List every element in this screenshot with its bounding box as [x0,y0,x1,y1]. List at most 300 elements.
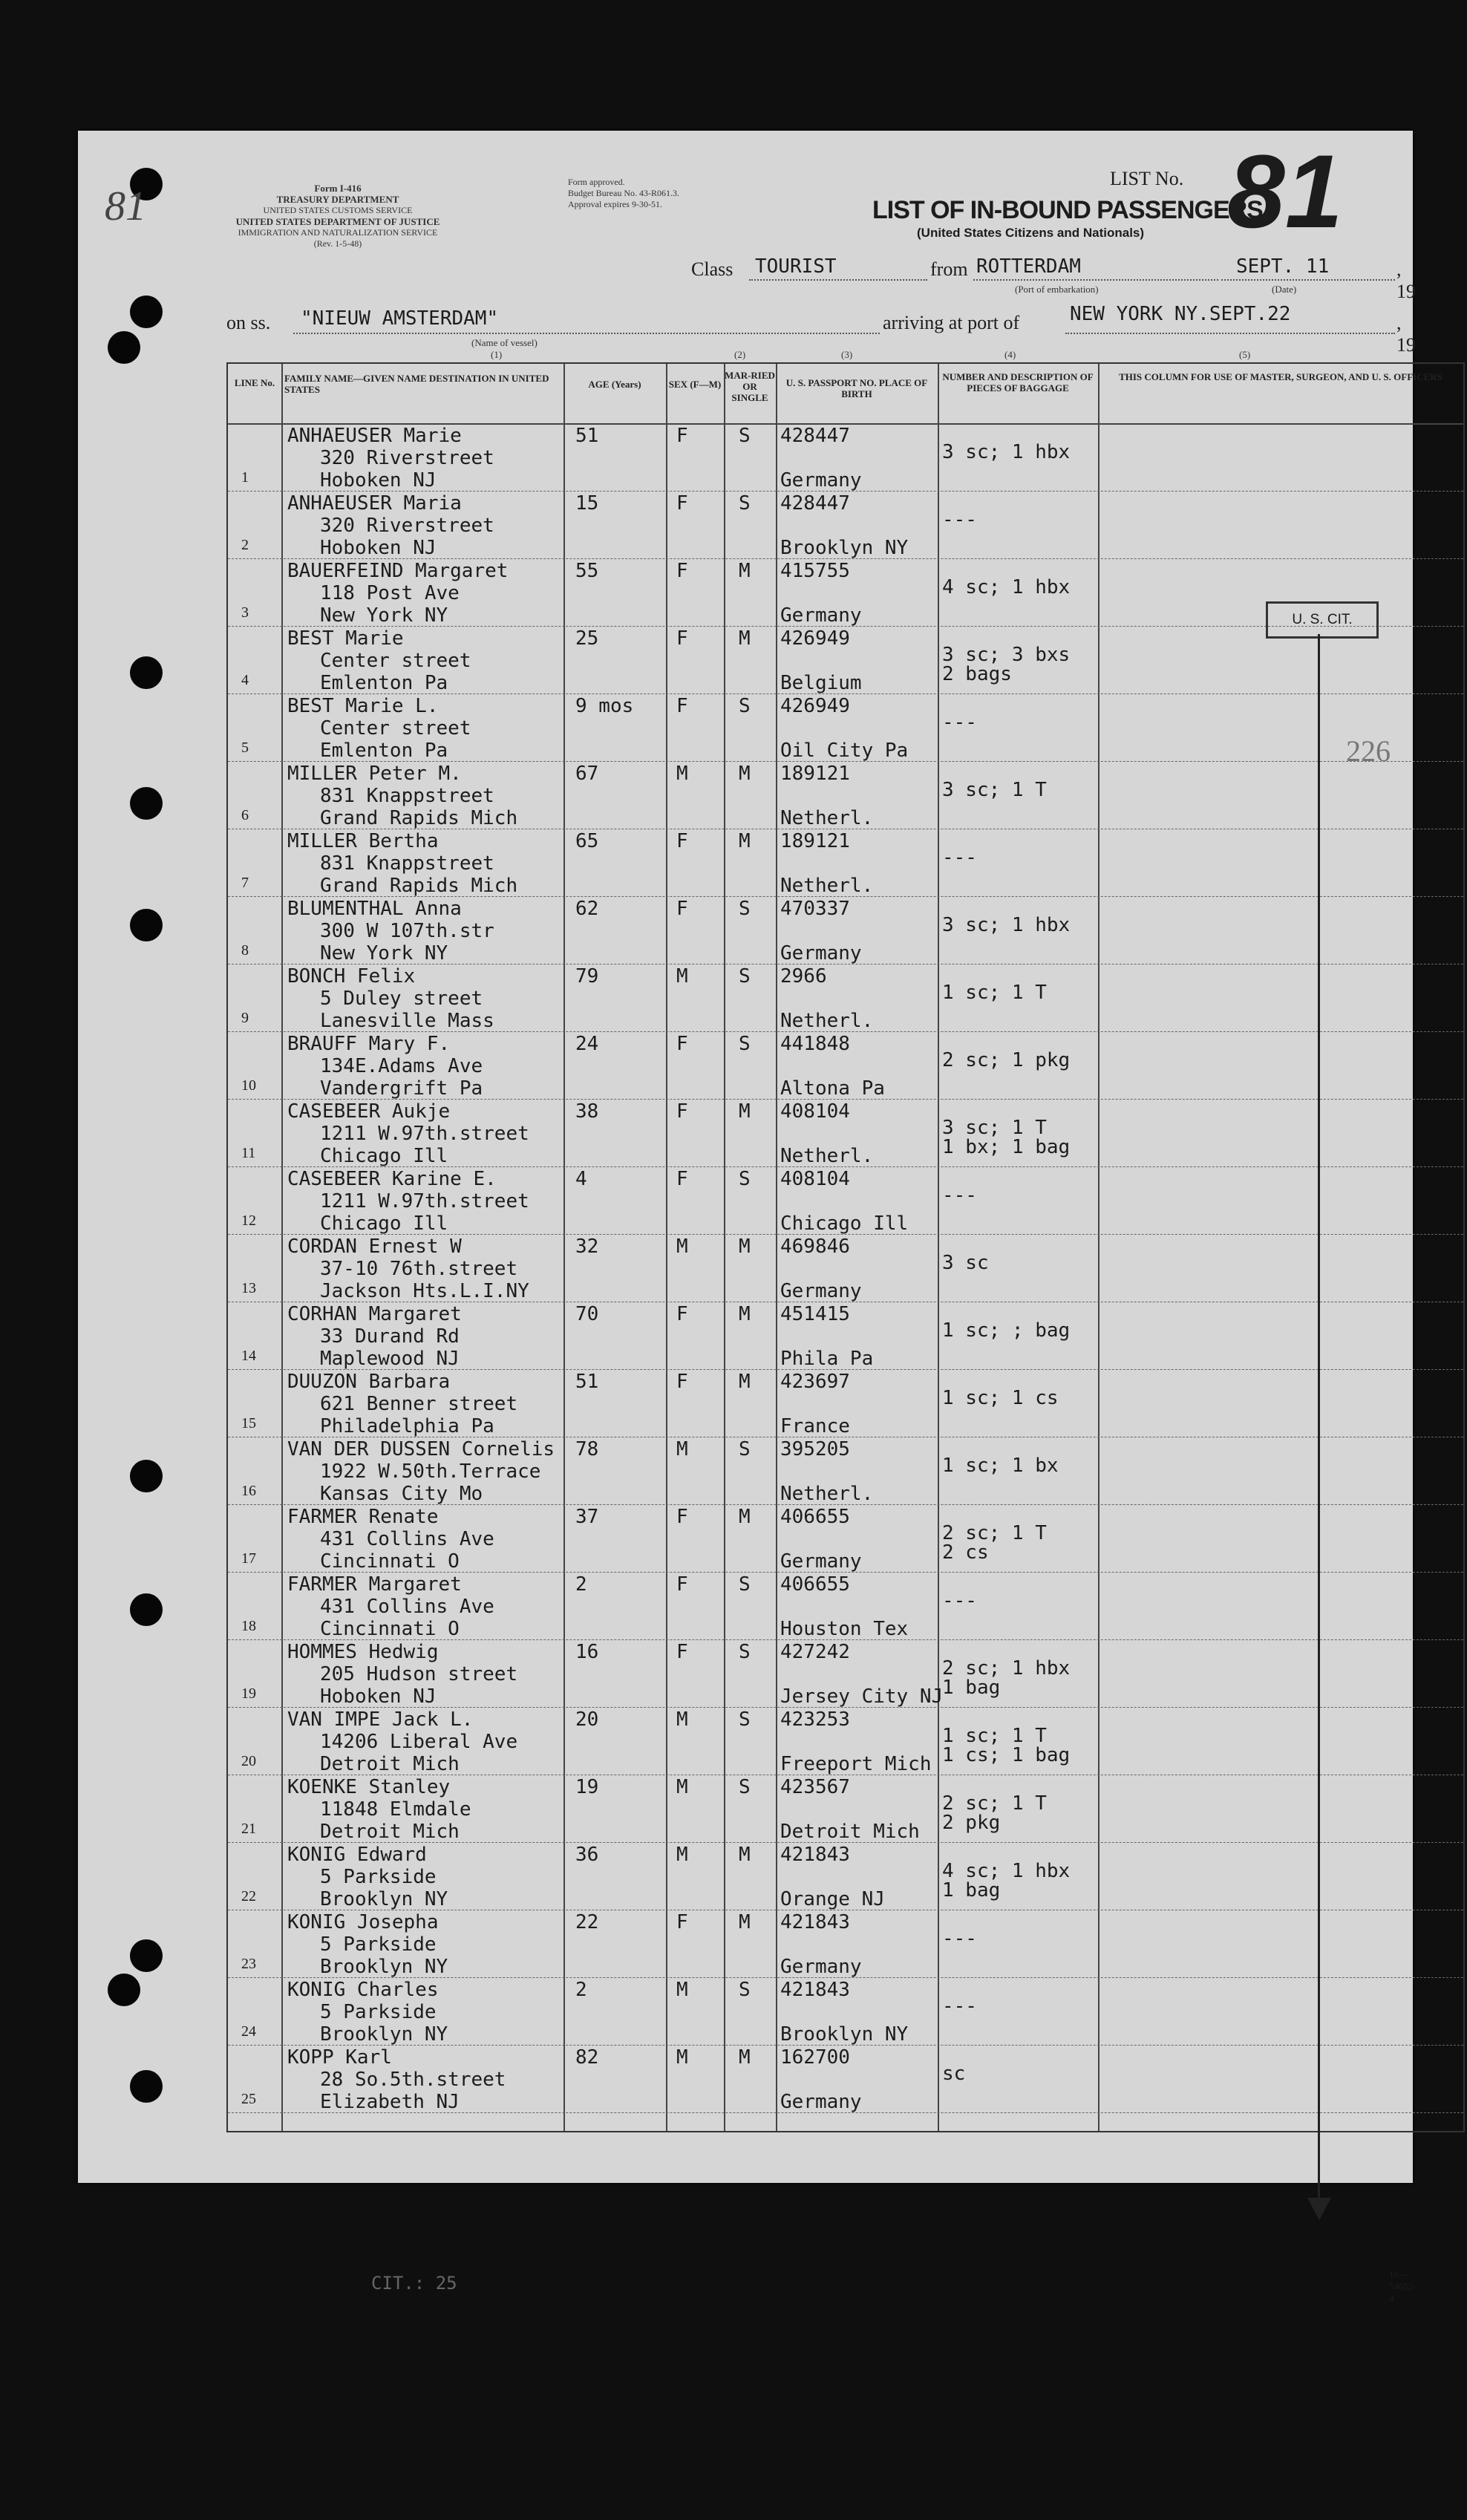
passport-number: 162700 [780,2046,850,2069]
sex-cell: F [676,425,688,447]
table-row [228,491,1463,558]
passport-number: 470337 [780,898,850,920]
line-number: 16 [241,1483,256,1499]
list-number: 81 [1227,133,1343,249]
birthplace: Germany [780,1550,862,1573]
address-city: Vandergrift Pa [320,1077,483,1100]
birthplace: Netherl. [780,875,874,897]
sex-cell: F [676,627,688,650]
table-row [228,1910,1463,1977]
marital-cell: S [739,695,751,717]
baggage-line: 2 cs [942,1541,989,1564]
class-value: TOURIST [755,255,837,278]
baggage-line: --- [942,711,977,734]
address-street: 320 Riverstreet [320,447,494,469]
address-street: 118 Post Ave [320,582,460,604]
passport-number: 423253 [780,1708,850,1731]
passenger-name: BEST Marie L. [287,695,439,717]
address-street: 37-10 76th.street [320,1258,518,1280]
address-street: 14206 Liberal Ave [320,1731,518,1753]
line-number: 8 [241,942,249,959]
passenger-name: DUUZON Barbara [287,1371,451,1393]
manifest-page [78,131,1443,2304]
address-street: 431 Collins Ave [320,1596,494,1618]
passenger-name: MILLER Peter M. [287,763,462,785]
baggage-line: 2 sc; 1 T [942,1792,1047,1815]
sex-cell: F [676,830,688,852]
line-number: 21 [241,1821,256,1837]
passenger-name: BEST Marie [287,627,404,650]
address-street: Center street [320,650,471,672]
birthplace: Oil City Pa [780,740,909,762]
marital-cell: M [739,1235,751,1258]
citizen-count: CIT.: 25 [371,2273,457,2294]
age-cell: 36 [575,1844,599,1866]
birthplace: Netherl. [780,807,874,829]
age-cell: 24 [575,1033,599,1055]
approval-line: Budget Bureau No. 43-R061.3. [568,188,679,198]
from-port: ROTTERDAM [976,255,1081,278]
year-label: , 19 [1396,258,1416,302]
baggage-line: 2 pkg [942,1812,1001,1834]
age-cell: 20 [575,1708,599,1731]
passenger-name: VAN IMPE Jack L. [287,1708,474,1731]
address-street: 1211 W.97th.street [320,1190,529,1212]
col-header-office: THIS COLUMN FOR USE OF MASTER, SURGEON, AND U. S. OFFICERS [1119,371,1443,382]
punch-hole [130,787,163,820]
address-city: Emlenton Pa [320,740,448,762]
year-label: , 19 [1396,312,1416,356]
continuation-arrow [1318,634,1320,2208]
line-number: 12 [241,1212,256,1229]
col-header-married: MAR-RIED OR SINGLE [725,370,775,403]
line-number: 14 [241,1348,256,1364]
baggage-line: 1 cs; 1 bag [942,1744,1071,1766]
line-number: 2 [241,537,249,553]
sex-cell: F [676,1911,688,1933]
line-number: 23 [241,1956,256,1972]
punch-hole [130,1460,163,1492]
address-city: Philadelphia Pa [320,1415,494,1437]
passenger-name: CORHAN Margaret [287,1303,462,1325]
address-street: 320 Riverstreet [320,515,494,537]
col-header-name: FAMILY NAME—GIVEN NAME DESTINATION IN UNITED STATES [284,373,549,395]
address-city: Chicago Ill [320,1212,448,1235]
table-row [228,1234,1463,1302]
address-street: 33 Durand Rd [320,1325,460,1348]
row-divider [228,2112,1463,2113]
form-number: Form I-416 [314,183,362,194]
passport-number: 406655 [780,1573,850,1596]
marital-cell: M [739,627,751,650]
column-number: (1) [491,349,503,360]
marital-cell: S [739,425,751,447]
passport-number: 427242 [780,1641,850,1663]
punch-hole [130,296,163,328]
pencil-annotation: 226 [1346,734,1391,768]
line-number: 4 [241,672,249,688]
marital-cell: M [739,1100,751,1123]
arriving-label: arriving at port of [883,312,1020,333]
age-cell: 19 [575,1776,599,1798]
sex-cell: M [676,2046,688,2069]
age-cell: 37 [575,1506,599,1528]
age-cell: 78 [575,1438,599,1460]
address-city: Maplewood NJ [320,1348,460,1370]
sex-cell: M [676,1708,688,1731]
passenger-name: BAUERFEIND Margaret [287,560,509,582]
table-row [228,423,1463,491]
date-note: (Date) [1272,284,1297,295]
address-city: Cincinnati O [320,1618,460,1640]
address-city: Grand Rapids Mich [320,807,518,829]
margin-handwritten-number: 81 [105,183,146,229]
vessel-label: on ss. [226,312,271,333]
marital-cell: S [739,1979,751,2001]
birthplace: Detroit Mich [780,1821,920,1843]
baggage-line: 3 sc; 3 bxs [942,644,1071,666]
class-label: Class [691,258,734,280]
table-row [228,1504,1463,1572]
col-header-passport: U. S. PASSPORT NO. PLACE OF BIRTH [785,377,928,399]
age-cell: 25 [575,627,599,650]
age-cell: 55 [575,560,599,582]
column-number: (5) [1239,349,1251,360]
baggage-line: --- [942,1995,977,2017]
baggage-line: 1 sc; 1 T [942,1725,1047,1747]
punch-hole [130,656,163,689]
sex-cell: F [676,1506,688,1528]
table-row [228,1977,1463,2045]
column-number: (3) [841,349,853,360]
passenger-name: HOMMES Hedwig [287,1641,439,1663]
sex-cell: F [676,1573,688,1596]
marital-cell: M [739,1911,751,1933]
sex-cell: F [676,1303,688,1325]
baggage-line: 1 bag [942,1879,1001,1902]
arrival-port-date: NEW YORK NY.SEPT.22 [1070,303,1291,325]
birthplace: Houston Tex [780,1618,909,1640]
sex-cell: F [676,1641,688,1663]
marital-cell: S [739,1776,751,1798]
address-street: 28 So.5th.street [320,2069,506,2091]
sex-cell: F [676,1371,688,1393]
arrow-head-icon [1307,2198,1331,2220]
agency-header [226,183,449,249]
age-cell: 51 [575,1371,599,1393]
passenger-name: BLUMENTHAL Anna [287,898,462,920]
address-city: Detroit Mich [320,1753,460,1775]
punch-hole [130,1939,163,1972]
immigration-label: IMMIGRATION AND NATURALIZATION SERVICE [238,227,438,238]
col-header-sex: SEX (F—M) [668,379,722,390]
col-header-baggage: NUMBER AND DESCRIPTION OF PIECES OF BAGGAGE [942,371,1094,394]
column-number: (2) [734,349,746,360]
class-row [691,258,733,281]
line-number: 11 [241,1145,256,1161]
age-cell: 22 [575,1911,599,1933]
marital-cell: S [739,1438,751,1460]
marital-cell: M [739,2046,751,2069]
baggage-line: 2 sc; 1 hbx [942,1657,1071,1680]
age-cell: 2 [575,1573,587,1596]
form-approval [568,177,679,210]
table-row [228,1639,1463,1707]
passport-number: 395205 [780,1438,850,1460]
birthplace: Germany [780,942,862,964]
address-city: Hoboken NJ [320,1685,437,1708]
age-cell: 70 [575,1303,599,1325]
age-cell: 82 [575,2046,599,2069]
passenger-name: BRAUFF Mary F. [287,1033,451,1055]
birthplace: France [780,1415,850,1437]
marital-cell: S [739,1033,751,1055]
baggage-line: --- [942,1927,977,1950]
table-row [228,1302,1463,1369]
marital-cell: M [739,763,751,785]
birthplace: Orange NJ [780,1888,885,1910]
baggage-line: 1 sc; 1 T [942,982,1047,1004]
line-number: 5 [241,740,249,756]
table-row [228,1031,1463,1099]
table-row [228,896,1463,964]
sex-cell: M [676,1235,688,1258]
passport-number: 406655 [780,1506,850,1528]
sex-cell: M [676,1844,688,1866]
punch-hole [130,2070,163,2103]
table-row [228,2045,1463,2112]
passport-number: 451415 [780,1303,850,1325]
address-city: Kansas City Mo [320,1483,483,1505]
birthplace: Germany [780,469,862,492]
passport-number: 428447 [780,492,850,515]
marital-cell: S [739,898,751,920]
baggage-line: 1 bx; 1 bag [942,1136,1071,1158]
address-street: 831 Knappstreet [320,785,494,807]
address-city: New York NY [320,942,448,964]
passenger-name: VAN DER DUSSEN Cornelis [287,1438,555,1460]
treasury-label: TREASURY DEPARTMENT [276,194,399,205]
punch-hole [130,909,163,941]
birthplace: Belgium [780,672,862,694]
marital-cell: S [739,965,751,988]
passenger-name: ANHAEUSER Maria [287,492,462,515]
address-city: Brooklyn NY [320,2023,448,2046]
birthplace: Netherl. [780,1145,874,1167]
passenger-name: FARMER Renate [287,1506,439,1528]
baggage-line: 3 sc; 1 T [942,779,1047,801]
address-street: Center street [320,717,471,740]
marital-cell: S [739,492,751,515]
birthplace: Chicago Ill [780,1212,909,1235]
address-city: Cincinnati O [320,1550,460,1573]
page-subtitle: (United States Citizens and Nationals) [917,226,1145,240]
age-cell: 38 [575,1100,599,1123]
address-street: 431 Collins Ave [320,1528,494,1550]
baggage-line: --- [942,1590,977,1612]
passenger-name: MILLER Bertha [287,830,439,852]
address-street: 11848 Elmdale [320,1798,471,1821]
sex-cell: F [676,492,688,515]
sex-cell: F [676,695,688,717]
birthplace: Brooklyn NY [780,2023,909,2046]
page-title: LIST OF IN-BOUND PASSENGERS [872,196,1263,224]
address-street: 300 W 107th.str [320,920,494,942]
marital-cell: S [739,1573,751,1596]
address-city: Grand Rapids Mich [320,875,518,897]
vessel-name: "NIEUW AMSTERDAM" [301,307,499,330]
passport-number: 408104 [780,1168,850,1190]
table-row [228,1842,1463,1910]
birthplace: Germany [780,604,862,627]
birthplace: Altona Pa [780,1077,885,1100]
table-row [228,693,1463,761]
port-embark-note: (Port of embarkation) [1015,284,1099,295]
baggage-line: 3 sc; 1 hbx [942,914,1071,936]
baggage-line: --- [942,1184,977,1207]
age-cell: 32 [575,1235,599,1258]
punch-hole [130,1593,163,1626]
sex-cell: F [676,1168,688,1190]
address-street: 205 Hudson street [320,1663,518,1685]
line-number: 9 [241,1010,249,1026]
line-number: 3 [241,604,249,621]
col-header-age: AGE (Years) [588,379,641,390]
sex-cell: M [676,763,688,785]
table-row [228,1369,1463,1437]
baggage-line: --- [942,509,977,531]
passenger-name: KONIG Charles [287,1979,439,2001]
marital-cell: S [739,1708,751,1731]
table-row [228,1572,1463,1639]
baggage-line: 3 sc; 1 T [942,1117,1047,1139]
baggage-line: 4 sc; 1 hbx [942,576,1071,598]
baggage-line: 1 sc; 1 cs [942,1387,1059,1409]
baggage-line: --- [942,846,977,869]
age-cell: 15 [575,492,599,515]
passenger-name: BONCH Felix [287,965,416,988]
birthplace: Phila Pa [780,1348,874,1370]
passport-number: 189121 [780,763,850,785]
sex-cell: M [676,1438,688,1460]
passenger-name: CASEBEER Karine E. [287,1168,497,1190]
line-number: 7 [241,875,249,891]
address-street: 5 Parkside [320,2001,437,2023]
baggage-line: sc [942,2063,966,2085]
marital-cell: M [739,830,751,852]
table-row [228,1707,1463,1775]
birthplace: Brooklyn NY [780,537,909,559]
sex-cell: F [676,1033,688,1055]
address-city: Detroit Mich [320,1821,460,1843]
address-city: Brooklyn NY [320,1956,448,1978]
line-number: 25 [241,2091,256,2107]
address-city: Chicago Ill [320,1145,448,1167]
sex-cell: F [676,898,688,920]
line-number: 17 [241,1550,256,1567]
address-city: Elizabeth NJ [320,2091,460,2113]
address-city: Emlenton Pa [320,672,448,694]
marital-cell: M [739,1506,751,1528]
age-cell: 62 [575,898,599,920]
passenger-name: KOENKE Stanley [287,1776,451,1798]
passport-number: 2966 [780,965,827,988]
table-row [228,761,1463,829]
address-street: 1211 W.97th.street [320,1123,529,1145]
age-cell: 51 [575,425,599,447]
birthplace: Jersey City NJ [780,1685,944,1708]
passport-number: 408104 [780,1100,850,1123]
justice-label: UNITED STATES DEPARTMENT OF JUSTICE [235,216,440,227]
birthplace: Germany [780,2091,862,2113]
passenger-name: CASEBEER Aukje [287,1100,451,1123]
passport-number: 441848 [780,1033,850,1055]
line-number: 10 [241,1077,256,1094]
passenger-name: ANHAEUSER Marie [287,425,462,447]
address-city: Hoboken NJ [320,537,437,559]
punch-hole [108,1974,140,2006]
from-label: from [930,258,968,280]
sex-cell: F [676,1100,688,1123]
address-city: Brooklyn NY [320,1888,448,1910]
passenger-name: CORDAN Ernest W [287,1235,462,1258]
table-row [228,964,1463,1031]
address-street: 621 Benner street [320,1393,518,1415]
baggage-line: 2 bags [942,663,1012,685]
passport-number: 469846 [780,1235,850,1258]
baggage-line: 1 sc; ; bag [942,1319,1071,1342]
age-cell: 67 [575,763,599,785]
passenger-name: KONIG Edward [287,1844,427,1866]
baggage-line: 4 sc; 1 hbx [942,1860,1071,1882]
vessel-note: (Name of vessel) [471,337,538,348]
sex-cell: M [676,1979,688,2001]
baggage-line: 3 sc [942,1252,989,1274]
marital-cell: M [739,1371,751,1393]
passport-number: 428447 [780,425,850,447]
approval-line: Approval expires 9-30-51. [568,199,662,209]
birthplace: Netherl. [780,1010,874,1032]
line-number: 19 [241,1685,256,1702]
passport-number: 415755 [780,560,850,582]
line-number: 13 [241,1280,256,1296]
marital-cell: M [739,1303,751,1325]
customs-label: UNITED STATES CUSTOMS SERVICE [263,205,413,215]
passport-number: 421843 [780,1979,850,2001]
table-row [228,1099,1463,1166]
marital-cell: S [739,1168,751,1190]
marital-cell: S [739,1641,751,1663]
passport-number: 426949 [780,627,850,650]
age-cell: 16 [575,1641,599,1663]
table-row [228,1166,1463,1234]
age-cell: 4 [575,1168,587,1190]
birthplace: Freeport Mich [780,1753,932,1775]
passport-number: 426949 [780,695,850,717]
address-city: New York NY [320,604,448,627]
table-row [228,1775,1463,1842]
col-header-line: LINE No. [234,377,275,388]
marital-cell: M [739,1844,751,1866]
age-cell: 9 mos [575,695,634,717]
passenger-name: KOPP Karl [287,2046,392,2069]
passenger-name: KONIG Josepha [287,1911,439,1933]
baggage-line: 2 sc; 1 T [942,1522,1047,1544]
address-street: 134E.Adams Ave [320,1055,483,1077]
birthplace: Germany [780,1280,862,1302]
passenger-name: FARMER Margaret [287,1573,462,1596]
address-city: Hoboken NJ [320,469,437,492]
